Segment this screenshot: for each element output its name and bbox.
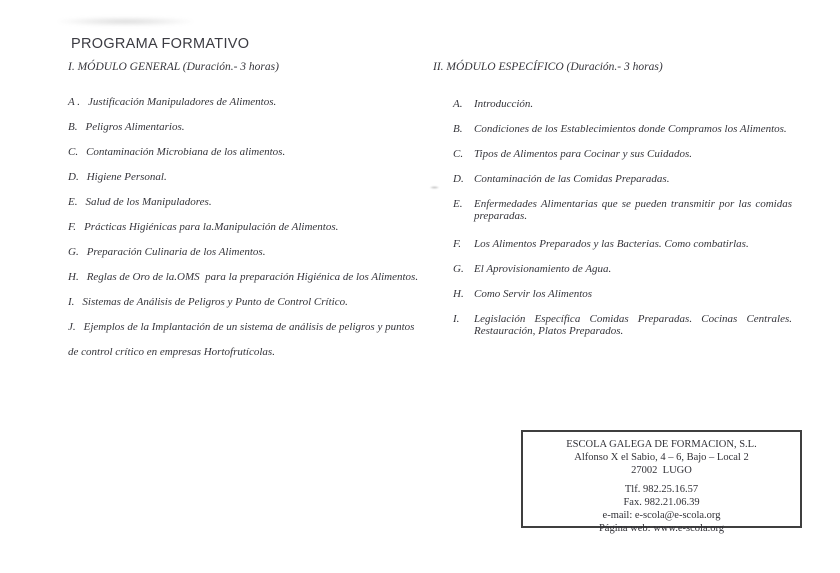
list-item xyxy=(453,173,793,186)
company-fax: Fax. 982.21.06.39 xyxy=(623,497,700,508)
item-letter: C. xyxy=(68,145,79,158)
item-text: Preparación Culinaria de los Alimentos. xyxy=(86,245,266,258)
company-website: Página web: www.e-scola.org xyxy=(598,523,725,534)
list-item xyxy=(68,296,420,309)
scan-artifact-smudge xyxy=(58,17,193,26)
item-letter: H. xyxy=(68,270,79,283)
item-text: Como Servir los Alimentos xyxy=(474,287,593,300)
item-text: Prácticas Higiénicas para la.Manipulación de Alimentos. xyxy=(84,220,339,233)
item-text: Contaminación de las Comidas Preparadas. xyxy=(474,172,670,185)
list-item xyxy=(68,196,420,209)
item-letter: H. xyxy=(453,287,464,300)
list-item xyxy=(68,171,420,184)
item-text: Ejemplos de la Implantación de un sistema de análisis de peligros y puntos de control crítico en empresas Hortofrutícolas. xyxy=(68,320,418,358)
item-text: Justificación Manipuladores de Alimentos. xyxy=(88,95,277,108)
item-text: Condiciones de los Establecimientos donde Compramos los Alimentos. xyxy=(474,122,787,135)
module-especifico-items xyxy=(453,98,793,339)
list-item xyxy=(453,123,793,136)
list-item xyxy=(68,146,420,159)
list-item xyxy=(453,238,793,251)
item-text: El Aprovisionamiento de Agua. xyxy=(474,262,612,275)
item-letter: F. xyxy=(453,237,462,250)
list-item xyxy=(453,263,793,276)
list-item xyxy=(68,315,420,365)
item-letter: B. xyxy=(68,120,78,133)
item-letter: E. xyxy=(453,197,463,210)
item-text: Introducción. xyxy=(474,97,534,110)
module-especifico-heading: II. MÓDULO ESPECÍFICO (Duración.- 3 horas) xyxy=(433,61,663,73)
item-text: Contaminación Microbiana de los alimentos. xyxy=(86,145,286,158)
item-letter: G. xyxy=(68,245,79,258)
company-name: ESCOLA GALEGA DE FORMACION, S.L. xyxy=(566,439,757,450)
item-letter: A . xyxy=(68,95,81,108)
item-letter: G. xyxy=(453,262,464,275)
module-general-heading: I. MÓDULO GENERAL (Duración.- 3 horas) xyxy=(68,61,279,73)
module-general-column xyxy=(68,61,420,365)
item-letter: I. xyxy=(68,295,75,308)
list-item xyxy=(453,313,793,339)
list-item xyxy=(453,98,793,111)
item-text: Higiene Personal. xyxy=(86,170,167,183)
item-letter: B. xyxy=(453,122,463,135)
item-text: Peligros Alimentarios. xyxy=(85,120,185,133)
contact-box xyxy=(521,430,802,534)
item-text: Tipos de Alimentos para Cocinar y sus Cuidados. xyxy=(474,147,692,160)
list-item xyxy=(68,271,420,284)
list-item xyxy=(453,148,793,161)
item-letter: I. xyxy=(453,312,460,325)
item-text: Sistemas de Análisis de Peligros y Punto de Control Crítico. xyxy=(82,295,348,308)
item-text: Salud de los Manipuladores. xyxy=(85,195,212,208)
module-especifico-column xyxy=(433,61,793,353)
item-text: Reglas de Oro de la.OMS para la preparación Higiénica de los Alimentos. xyxy=(86,270,419,283)
company-email: e-mail: e-scola@e-scola.org xyxy=(602,510,721,521)
list-item xyxy=(68,221,420,234)
item-letter: D. xyxy=(68,170,79,183)
list-item xyxy=(453,288,793,301)
item-letter: F. xyxy=(68,220,77,233)
list-item xyxy=(453,198,793,224)
list-item xyxy=(68,96,420,109)
page-title: PROGRAMA FORMATIVO xyxy=(71,36,250,52)
item-text: Enfermedades Alimentarias que se pueden transmitir por las comidas preparadas. xyxy=(474,197,792,223)
item-letter: D. xyxy=(453,172,464,185)
company-phone: Tlf. 982.25.16.57 xyxy=(624,484,699,495)
item-text: Legislación Específica Comidas Preparadas. Cocinas Centrales. Restauración, Platos Preparados. xyxy=(474,312,792,338)
list-item xyxy=(68,246,420,259)
item-letter: C. xyxy=(453,147,464,160)
item-letter: J. xyxy=(68,320,76,333)
item-letter: A. xyxy=(453,97,463,110)
item-letter: E. xyxy=(68,195,78,208)
list-item xyxy=(68,121,420,134)
item-text: Los Alimentos Preparados y las Bacterias. Como combatirlas. xyxy=(474,237,749,250)
company-city: 27002 LUGO xyxy=(631,465,692,476)
company-address: Alfonso X el Sabio, 4 – 6, Bajo – Local 2 xyxy=(574,452,749,463)
